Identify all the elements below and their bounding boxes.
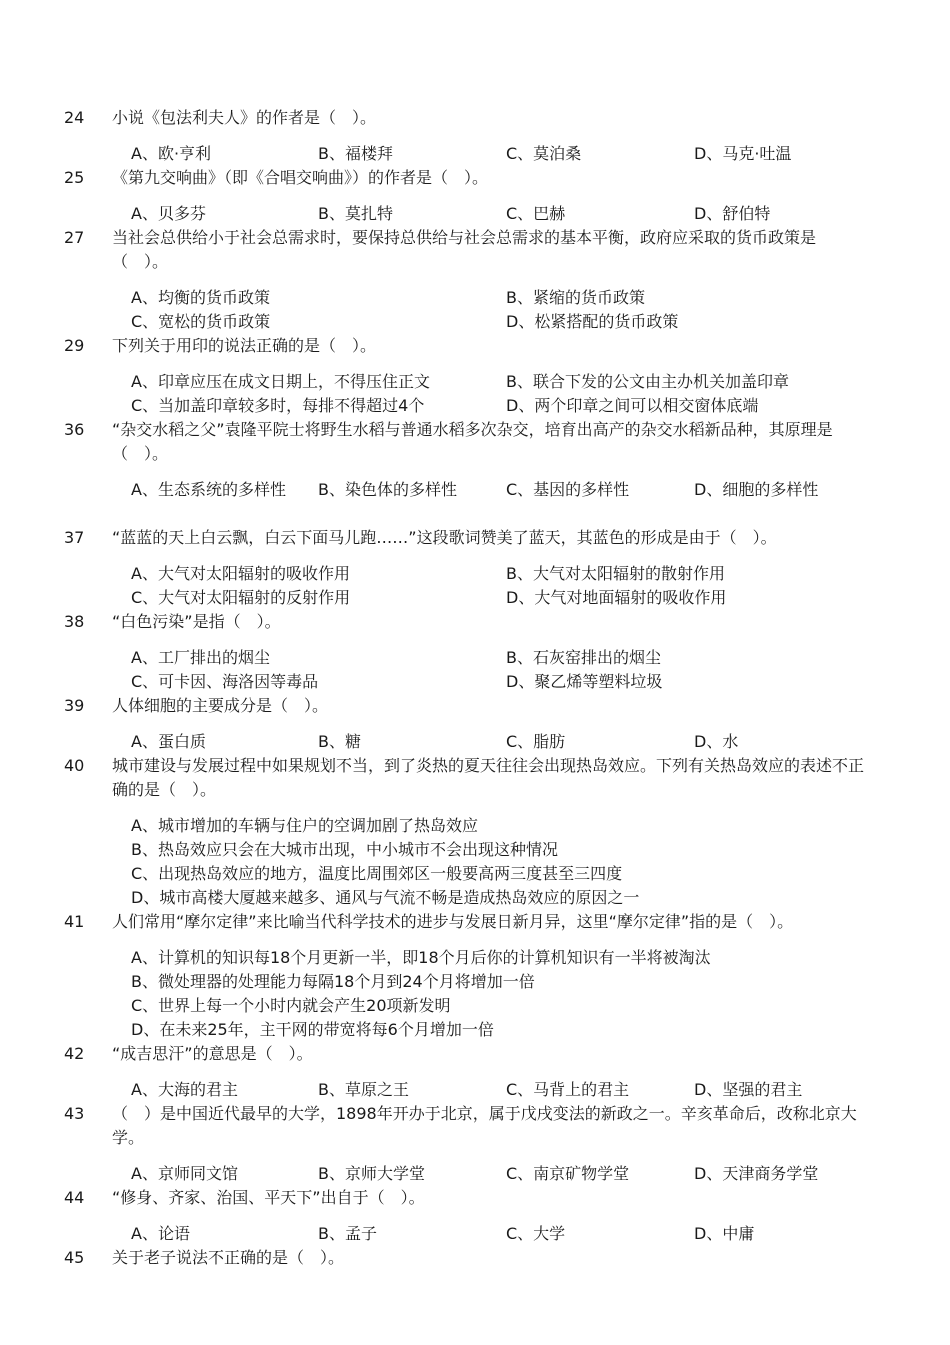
option-d: D、天津商务学堂 [694,1164,819,1183]
option-b: B、微处理器的处理能力每隔18个月到24个月将增加一倍 [131,972,535,991]
option-c: C、宽松的货币政策 [131,312,271,331]
option-d: D、舒伯特 [694,204,771,223]
option-c: C、南京矿物学堂 [506,1164,630,1183]
question-number: 39 [64,696,85,715]
option-b: B、孟子 [318,1224,377,1243]
option-d: D、聚乙烯等塑料垃圾 [506,672,663,691]
question-number: 37 [64,528,85,547]
question-stem: 《第九交响曲》（即《合唱交响曲》）的作者是（ ）。 [112,168,489,187]
option-b: B、染色体的多样性 [318,480,457,499]
option-b: B、热岛效应只会在大城市出现，中小城市不会出现这种情况 [131,840,558,859]
question-number: 27 [64,228,85,247]
question-stem: “蓝蓝的天上白云飘，白云下面马儿跑……”这段歌词赞美了蓝天，其蓝色的形成是由于（ ）。 [112,528,777,547]
option-c: C、世界上每一个小时内就会产生20项新发明 [131,996,451,1015]
question-number: 42 [64,1044,85,1063]
option-c: C、大气对太阳辐射的反射作用 [131,588,351,607]
option-d: D、松紧搭配的货币政策 [506,312,679,331]
option-b: B、紧缩的货币政策 [506,288,645,307]
option-c: C、马背上的君主 [506,1080,630,1099]
option-b: B、联合下发的公文由主办机关加盖印章 [506,372,789,391]
question-stem: 当社会总供给小于社会总需求时，要保持总供给与社会总需求的基本平衡，政府应采取的货币政策是（ ）。 [112,228,817,271]
option-b: B、石灰窑排出的烟尘 [506,648,661,667]
option-a: A、生态系统的多样性 [131,480,286,499]
option-a: A、印章应压在成文日期上，不得压住正文 [131,372,430,391]
option-b: B、京师大学堂 [318,1164,425,1183]
question-number: 24 [64,108,85,127]
question-stem: “修身、齐家、治国、平天下”出自于（ ）。 [112,1188,425,1207]
option-a: A、大气对太阳辐射的吸收作用 [131,564,350,583]
option-d: D、水 [694,732,739,751]
option-b: B、糖 [318,732,361,751]
option-d: D、城市高楼大厦越来越多、通风与气流不畅是造成热岛效应的原因之一 [131,888,640,907]
question-stem: 关于老子说法不正确的是（ ）。 [112,1248,345,1267]
question-number: 38 [64,612,85,631]
option-b: B、福楼拜 [318,144,393,163]
question-stem: 人们常用“摩尔定律”来比喻当代科学技术的进步与发展日新月异，这里“摩尔定律”指的是（ ）。 [112,912,794,931]
option-c: C、脂肪 [506,732,566,751]
option-d: D、两个印章之间可以相交窗体底端 [506,396,759,415]
option-d: D、大气对地面辐射的吸收作用 [506,588,727,607]
option-c: C、莫泊桑 [506,144,582,163]
option-a: A、均衡的货币政策 [131,288,270,307]
option-a: A、欧·亨利 [131,144,212,163]
question-number: 41 [64,912,85,931]
question-stem: 下列关于用印的说法正确的是（ ）。 [112,336,377,355]
question-number: 44 [64,1188,85,1207]
option-d: D、中庸 [694,1224,755,1243]
question-stem: （ ）是中国近代最早的大学，1898年开办于北京，属于戊戌变法的新政之一。辛亥革命后，改称北京大学。 [112,1104,857,1147]
option-a: A、京师同文馆 [131,1164,238,1183]
option-a: A、工厂排出的烟尘 [131,648,270,667]
option-c: C、出现热岛效应的地方，温度比周围郊区一般要高两三度甚至三四度 [131,864,623,883]
question-number: 40 [64,756,85,775]
option-c: C、基因的多样性 [506,480,630,499]
option-b: B、莫扎特 [318,204,393,223]
question-stem: 城市建设与发展过程中如果规划不当，到了炎热的夏天往往会出现热岛效应。下列有关热岛效应的表述不正确的是（ ）。 [112,756,865,799]
question-stem: “杂交水稻之父”袁隆平院士将野生水稻与普通水稻多次杂交，培育出高产的杂交水稻新品种，其原理是（ ）。 [112,420,833,463]
option-c: C、可卡因、海洛因等毒品 [131,672,319,691]
question-stem: 人体细胞的主要成分是（ ）。 [112,696,329,715]
option-d: D、在未来25年，主干网的带宽将每6个月增加一倍 [131,1020,494,1039]
option-a: A、计算机的知识每18个月更新一半，即18个月后你的计算机知识有一半将被淘汰 [131,948,711,967]
option-c: C、巴赫 [506,204,566,223]
question-stem: “成吉思汗”的意思是（ ）。 [112,1044,313,1063]
option-a: A、论语 [131,1224,190,1243]
option-b: B、大气对太阳辐射的散射作用 [506,564,725,583]
option-b: B、草原之王 [318,1080,409,1099]
option-d: D、细胞的多样性 [694,480,819,499]
question-number: 43 [64,1104,85,1123]
option-a: A、城市增加的车辆与住户的空调加剧了热岛效应 [131,816,478,835]
question-number: 36 [64,420,85,439]
option-a: A、大海的君主 [131,1080,238,1099]
option-a: A、蛋白质 [131,732,206,751]
option-d: D、坚强的君主 [694,1080,803,1099]
question-number: 25 [64,168,85,187]
option-d: D、马克·吐温 [694,144,792,163]
option-c: C、当加盖印章较多时，每排不得超过4个 [131,396,425,415]
question-number: 45 [64,1248,85,1267]
question-stem: “白色污染”是指（ ）。 [112,612,281,631]
question-stem: 小说《包法利夫人》的作者是（ ）。 [112,108,377,127]
option-c: C、大学 [506,1224,566,1243]
question-number: 29 [64,336,85,355]
option-a: A、贝多芬 [131,204,206,223]
